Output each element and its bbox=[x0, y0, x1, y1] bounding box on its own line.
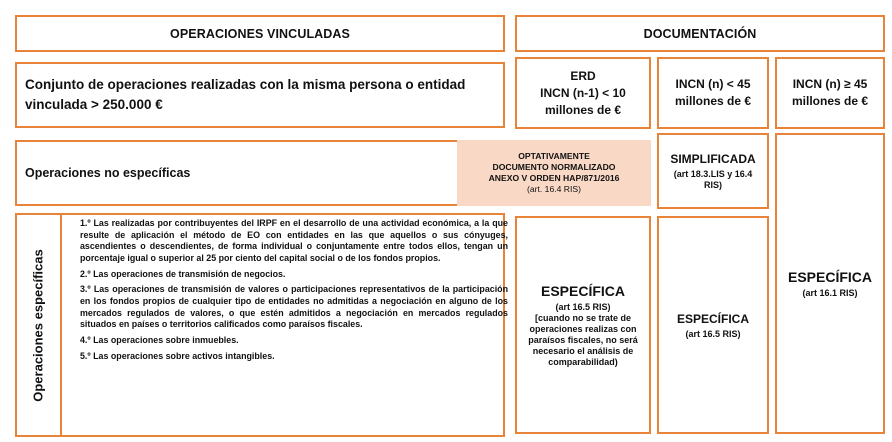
optativamente-l1: OPTATIVAMENTE bbox=[518, 151, 590, 161]
especificas-item-5: 5.º Las operaciones sobre activos intangibles. bbox=[80, 350, 275, 361]
especifica-erd-l2: [cuando no se trate de bbox=[534, 313, 632, 323]
optativamente-l4: (art. 16.4 RIS) bbox=[527, 184, 581, 194]
especifica-mayor45-box bbox=[775, 133, 885, 434]
header-operaciones-vinculadas-label: OPERACIONES VINCULADAS bbox=[170, 26, 350, 41]
especificas-list bbox=[80, 218, 508, 366]
column-mayor45-l1: INCN (n) ≥ 45 bbox=[792, 77, 868, 91]
optativamente-box bbox=[457, 140, 651, 206]
especificas-item-2: 2.º Las operaciones de transmisión de negocios. bbox=[80, 268, 286, 279]
especifica-erd-l5: necesario el análisis de bbox=[532, 346, 634, 356]
especifica-mayor45-title: ESPECÍFICA bbox=[787, 269, 872, 285]
especifica-menor45-sub: (art 16.5 RIS) bbox=[685, 328, 741, 339]
simplificada-box bbox=[657, 133, 769, 209]
especifica-erd-box bbox=[515, 216, 651, 434]
operaciones-no-especificas-box bbox=[15, 140, 505, 206]
operaciones-especificas-label-wrap bbox=[16, 214, 60, 436]
especifica-erd-l6: comparabilidad) bbox=[548, 357, 618, 367]
header-operaciones-vinculadas bbox=[15, 15, 505, 52]
column-erd bbox=[515, 57, 651, 129]
column-incn-mayor-45 bbox=[775, 57, 885, 129]
especifica-erd-l1: (art 16.5 RIS) bbox=[555, 302, 611, 312]
header-documentacion-label: DOCUMENTACIÓN bbox=[643, 26, 757, 41]
simplificada-l1: (art 18.3.LIS y 16.4 bbox=[673, 169, 753, 179]
column-incn-menor-45 bbox=[657, 57, 769, 129]
column-mayor45-l2: millones de € bbox=[791, 94, 869, 108]
column-menor45-l2: millones de € bbox=[674, 94, 752, 108]
conjunto-operaciones-text: Conjunto de operaciones realizadas con la misma persona o entidad vinculada > 250.000 € bbox=[25, 77, 466, 112]
simplificada-l2: RIS) bbox=[704, 180, 722, 190]
especifica-erd-title: ESPECÍFICA bbox=[540, 283, 625, 299]
column-erd-l1: ERD bbox=[570, 68, 596, 83]
operaciones-especificas-label: Operaciones específicas bbox=[30, 248, 46, 402]
optativamente-l2: DOCUMENTO NORMALIZADO bbox=[492, 162, 616, 172]
especificas-item-3: 3.º Las operaciones de transmisión de valores o participaciones representativos de la participación en los fondos propios de cualquier tipo de entidades no admitidas a negociación en alguno de los mercados regulados de valores, o que estén admitidos a negociación en mercados regulados situados en países o territorios calificados como paraísos fiscales. bbox=[80, 284, 508, 330]
especifica-erd-l3: operaciones realizas con bbox=[529, 324, 637, 334]
especifica-mayor45-sub: (art 16.1 RIS) bbox=[802, 288, 858, 298]
simplificada-title: SIMPLIFICADA bbox=[670, 152, 756, 166]
conjunto-operaciones-box bbox=[15, 62, 505, 128]
especificas-divider bbox=[60, 213, 62, 437]
operaciones-no-especificas-label: Operaciones no específicas bbox=[25, 166, 191, 180]
especifica-menor45-box bbox=[657, 216, 769, 434]
especifica-erd-l4: paraísos fiscales, no será bbox=[528, 335, 638, 345]
especificas-item-4: 4.º Las operaciones sobre inmuebles. bbox=[80, 334, 239, 345]
especificas-item-1: 1.º Las realizadas por contribuyentes del IRPF en el desarrollo de una actividad económica, a la que resulte de aplicación el método de EO con entidades en las que aquellos o sus cónyuges, ascendientes o descendientes, de forma individual o conjuntamente entre todos ellos, tengan un porcentaje igual o superior al 25 por ciento del capital social o de los fondos propios. bbox=[80, 218, 508, 263]
column-erd-l2: INCN (n-1) < 10 bbox=[540, 85, 626, 100]
header-documentacion bbox=[515, 15, 885, 52]
column-erd-l3: millones de € bbox=[544, 102, 622, 117]
optativamente-l3: ANEXO V ORDEN HAP/871/2016 bbox=[488, 173, 620, 183]
especifica-menor45-title: ESPECÍFICA bbox=[676, 311, 749, 326]
column-menor45-l1: INCN (n) < 45 bbox=[675, 77, 751, 91]
